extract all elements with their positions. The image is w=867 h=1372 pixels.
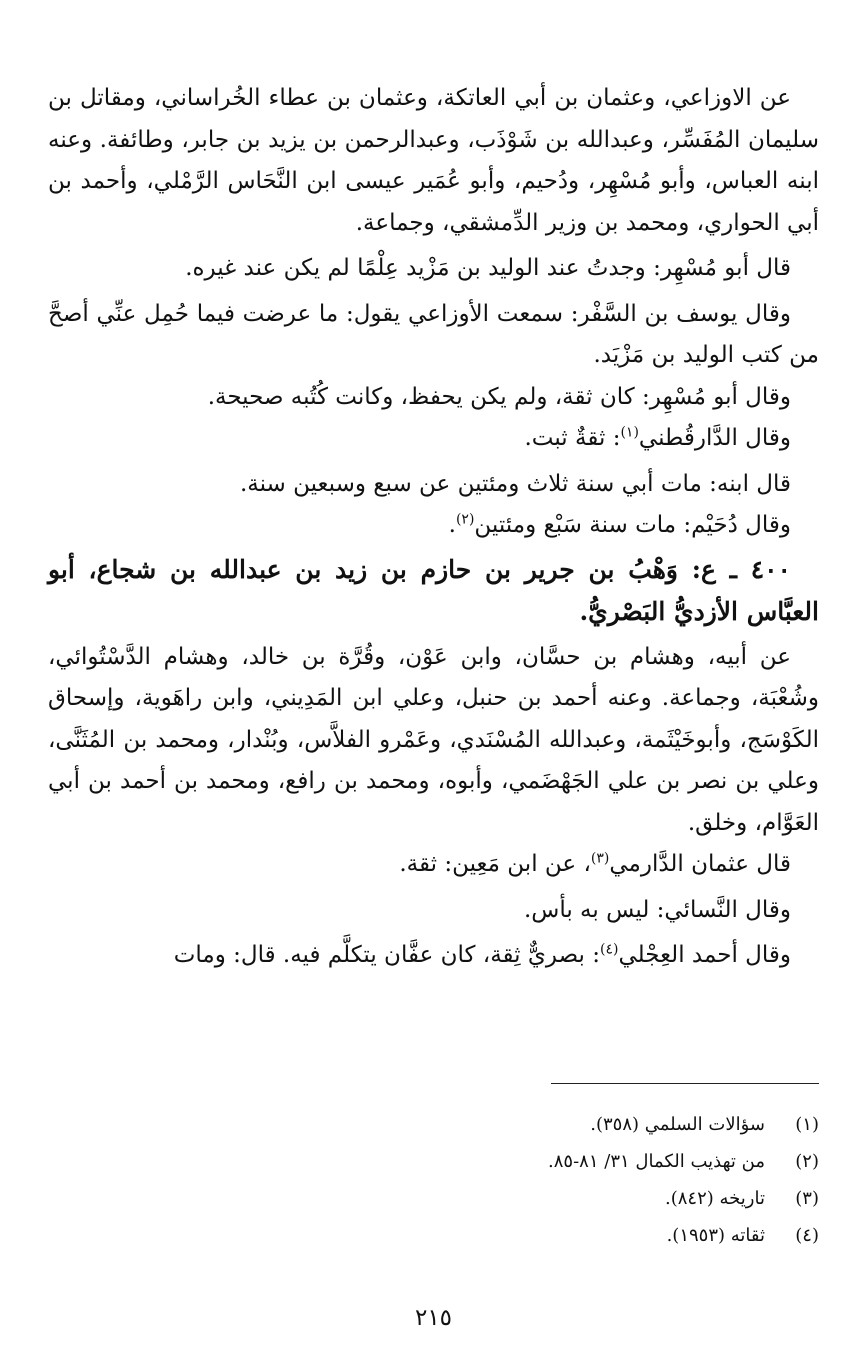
paragraph-ijli [48, 935, 819, 977]
footnote-number: (٣) [795, 1188, 819, 1209]
text-segment: . [448, 512, 456, 538]
paragraph-death-son: قال ابنه: مات أبي سنة ثلاث ومئتين عن سبع وسبعين سنة. [239, 470, 791, 497]
text-segment: وقال أحمد العِجْلي [618, 942, 791, 968]
text-segment: وقال دُحَيْم: مات سنة سَبْع ومئتين [474, 512, 791, 538]
footnote-item [59, 1217, 819, 1254]
paragraph-narrators: عن الاوزاعي، وعثمان بن أبي العاتكة، وعثمان بن عطاء الخُراساني، ومقاتل بن سليمان المُفَسِّر، وعبدالله بن شَوْذَب، وعبدالرحمن بن يزيد بن جابر، وطائفة. وعنه ابنه العباس، وأبو مُسْهِر، ودُحيم، وأبو عُمَير عيسى ابن النَّحَاس الرَّمْلي، وأحمد بن أبي الحواري، ومحمد بن وزير الدِّمشقي، وجماعة. [48, 85, 819, 236]
text-segment: ، عن ابن مَعِين: ثقة. [399, 851, 591, 877]
paragraph-yusuf-quote: وقال يوسف بن السَّفْر: سمعت الأوزاعي يقول: ما عرضت فيما حُمِل عنِّي أصحَّ من كتب الوليد بن مَزْيَد. [48, 300, 819, 368]
footnote-ref-4: (٤) [599, 941, 619, 958]
paragraph-abu-mushir-quote: قال أبو مُسْهِر: وجدتُ عند الوليد بن مَزْيد عِلْمًا لم يكن عند غيره. [185, 255, 791, 281]
footnote-number: (١) [795, 1114, 819, 1135]
paragraph-wahb-narrators: عن أبيه، وهشام بن حسَّان، وابن عَوْن، وقُرَّة بن خالد، وهشام الدَّسْتُوائي، وشُعْبَة، وجماعة. وعنه أحمد بن حنبل، وعلي ابن المَدِيني، وابن راهَوية، وإسحاق الكَوْسَج، وأبوخَيْثَمة، وعبدالله المُسْنَدي، وعَمْرو الفلاَّس، وبُنْدار، ومحمد بن المُثَنَّى، وعلي بن نصر بن علي الجَهْضَمي، وأبوه، ومحمد بن رافع، ومحمد بن أحمد بن أبي العَوَّام، وخلق. [48, 643, 819, 836]
entry-heading: ٤٠٠ ـ ع: وَهْبُ بن جرير بن حازم بن زيد بن عبدالله بن شجاع، أبو العبَّاس الأزديُّ البَصْريُّ. [48, 554, 819, 626]
footnote-number: (٤) [795, 1225, 819, 1246]
footnote-item [59, 1143, 819, 1180]
footnote-item [59, 1106, 819, 1143]
footnote-ref-1: (١) [620, 424, 639, 441]
paragraph-duhaim [48, 505, 819, 547]
footnotes [59, 1106, 819, 1254]
footnote-text: من تهذيب الكمال ٣١/ ٨١-٨٥. [548, 1151, 765, 1172]
text-segment: قال عثمان الدَّارمي [609, 851, 791, 877]
footnote-text: سؤالات السلمي (٣٥٨). [590, 1114, 765, 1135]
footnote-text: تاريخه (٨٤٢). [665, 1188, 765, 1209]
text-segment: : ثقةٌ ثبت. [524, 425, 621, 451]
footnote-ref-2: (٢) [455, 511, 475, 528]
footnote-separator [551, 1083, 819, 1084]
paragraph-abu-mushir-thiqa: وقال أبو مُسْهِر: كان ثقة، ولم يكن يحفظ، وكانت كُتُبه صحيحة. [207, 383, 791, 410]
text-segment: وقال الدَّارقُطني [638, 425, 791, 451]
paragraph-darimi [48, 844, 819, 886]
footnote-ref-3: (٣) [590, 850, 610, 867]
page-number: ٢١٥ [414, 1305, 453, 1331]
paragraph-daraqutni [48, 418, 819, 460]
footnote-text: ثقاته (١٩٥٣). [666, 1225, 765, 1246]
footnote-item [59, 1180, 819, 1217]
text-segment: : بصريٌّ ثِقة، كان عفَّان يتكلَّم فيه. قال: ومات [173, 942, 600, 968]
main-text [48, 78, 819, 977]
footnote-number: (٢) [795, 1151, 819, 1172]
paragraph-nasai: وقال النَّسائي: ليس به بأس. [523, 896, 791, 923]
